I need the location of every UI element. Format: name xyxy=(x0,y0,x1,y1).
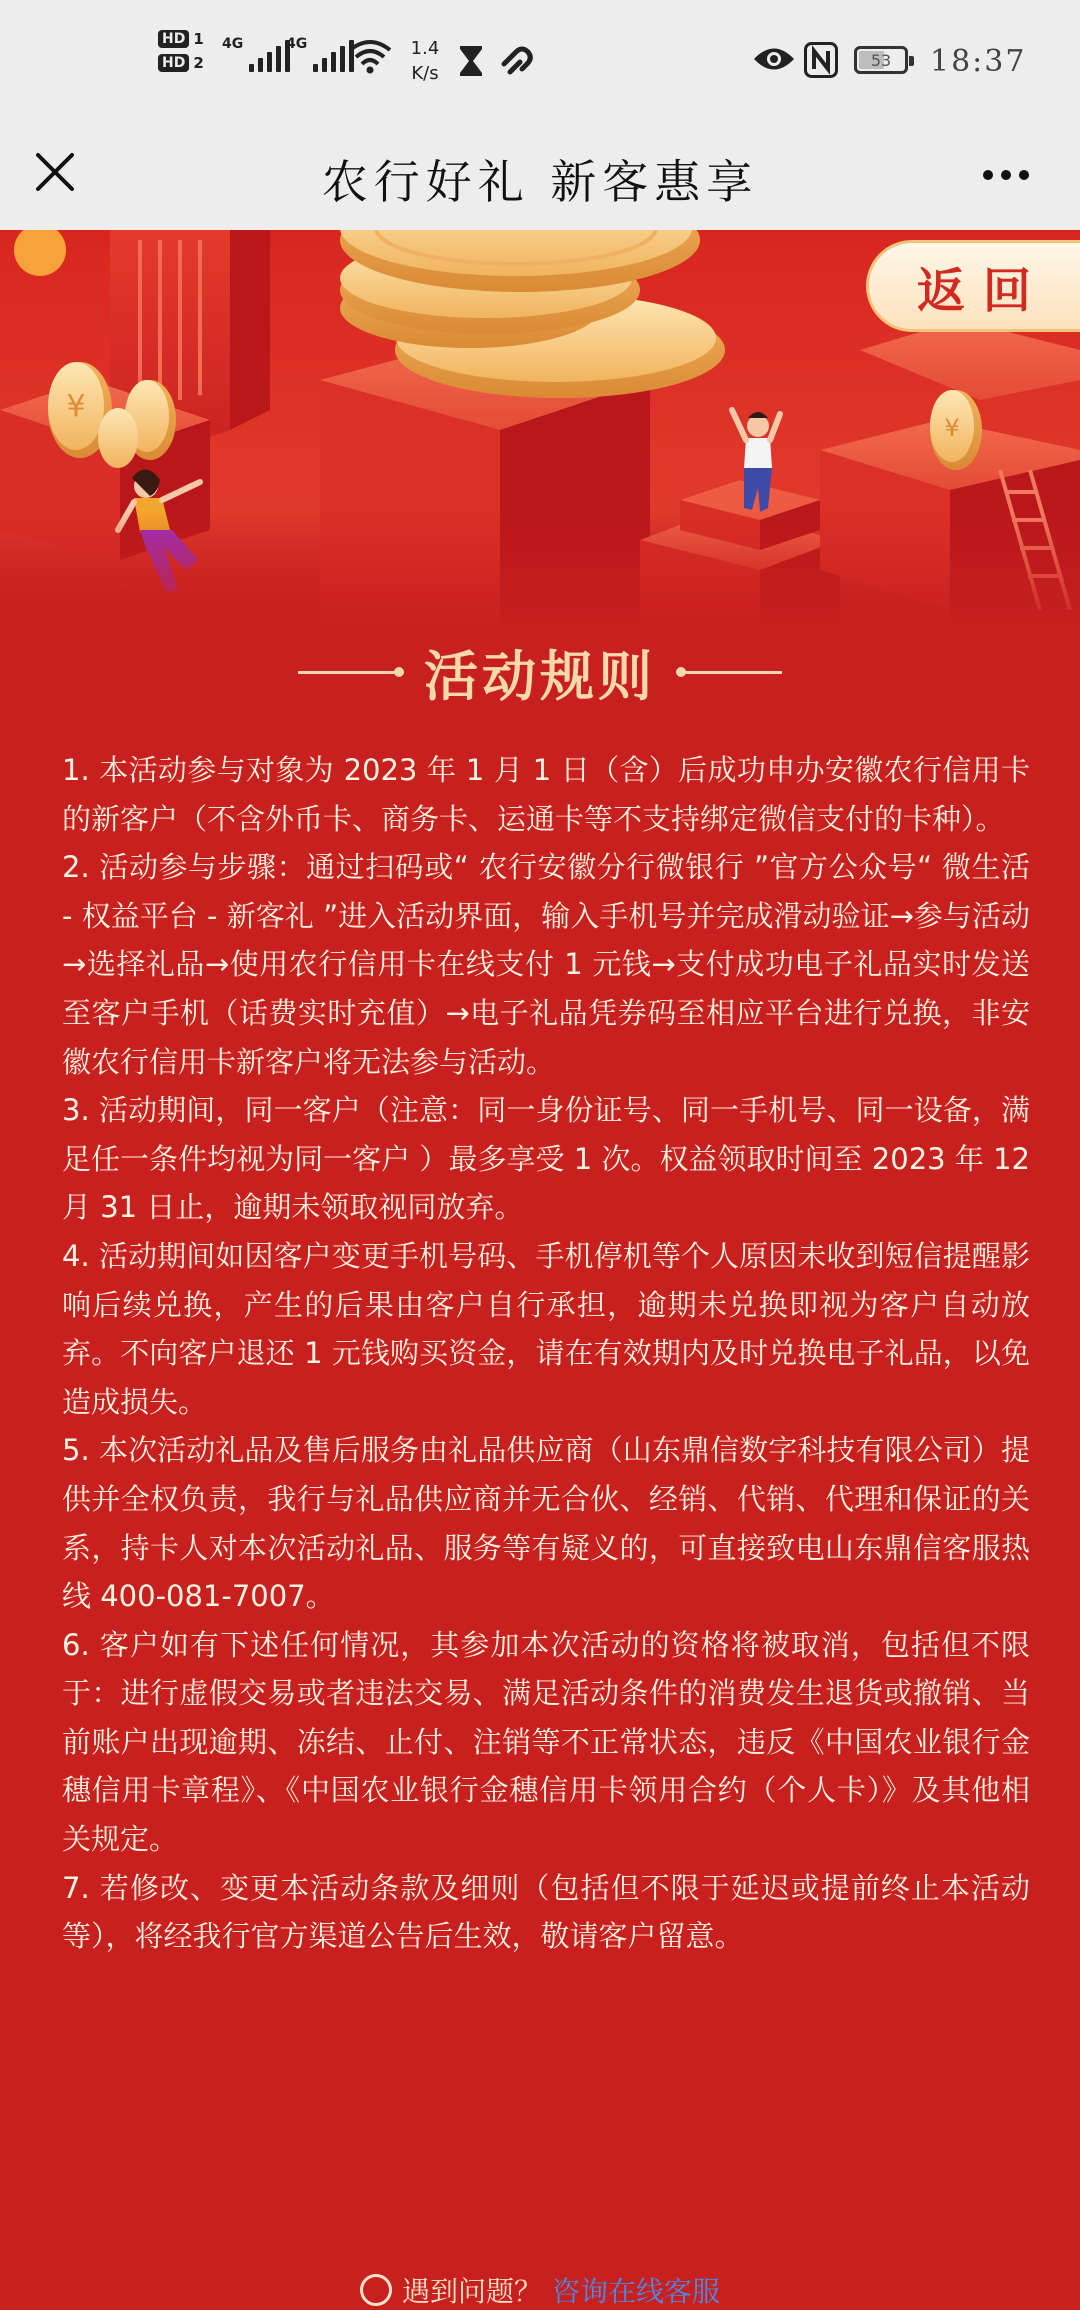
hero-banner xyxy=(0,230,1080,630)
rule-item: 5. 本次活动礼品及售后服务由礼品供应商（山东鼎信数字科技有限公司）提供并全权负责，我行与礼品供应商并无合伙、经销、代销、代理和保证的关系，持卡人对本次活动礼品、服务等有疑义的，可直接致电山东鼎信客服热线 400-081-7007。 xyxy=(62,1433,1030,1614)
back-button[interactable]: 返回 xyxy=(866,240,1080,332)
heading-divider-right xyxy=(682,671,782,674)
rule-item: 3. 活动期间，同一客户（注意：同一身份证号、同一手机号、同一设备，满足任一条件均视为同一客户 ）最多享受 1 次。权益领取时间至 2023 年 12 月 31 日止，逾期未领取视同放弃。 xyxy=(62,1093,1030,1225)
hourglass-icon xyxy=(458,44,484,78)
eye-comfort-icon xyxy=(752,44,796,74)
rule-item: 7. 若修改、变更本活动条款及细则（包括但不限于延迟或提前终止本活动等），将经我行官方渠道公告后生效，敬请客户留意。 xyxy=(62,1870,1030,1954)
battery-icon: 53 xyxy=(854,46,908,74)
close-icon xyxy=(34,151,76,193)
nfc-icon xyxy=(804,42,838,78)
signal-strength-2-icon: 4G xyxy=(286,40,354,72)
rules-title: 活动规则 xyxy=(424,644,656,708)
link-icon xyxy=(500,44,536,78)
nav-bar xyxy=(0,130,1080,230)
heading-divider-left xyxy=(298,671,398,674)
status-time: 18:37 xyxy=(930,44,1027,79)
rule-item: 4. 活动期间如因客户变更手机号码、手机停机等个人原因未收到短信提醒影响后续兑换，产生的后果由客户自行承担，逾期未兑换即视为客户自动放弃。不向客户退还 1 元钱购买资金，请在有效期内及时兑换电子礼品，以免造成损失。 xyxy=(62,1238,1030,1419)
more-dot-icon xyxy=(983,170,993,180)
more-dot-icon xyxy=(1001,170,1011,180)
network-speed: 1.4 K/s xyxy=(410,38,440,84)
rules-list xyxy=(62,746,1030,1961)
page-title: 农行好礼 新客惠享 xyxy=(321,155,759,209)
svg-text:¥: ¥ xyxy=(944,414,960,442)
online-service-link[interactable]: 咨询在线客服 xyxy=(552,2275,721,2308)
status-bar xyxy=(0,0,1080,130)
svg-text:¥: ¥ xyxy=(66,389,86,424)
rule-item: 2. 活动参与步骤：通过扫码或“ 农行安徽分行微银行 ”官方公众号“ 微生活 - 权益平台 - 新客礼 ”进入活动界面，输入手机号并完成滑动验证→参与活动→选择礼品→使用农行信用卡在线支付 1 元钱→支付成功电子礼品实时发送至客户手机（话费实时充值）→电子礼品凭券码至相应平台进行兑换，非安徽农行信用卡新客户将无法参与活动。 xyxy=(62,850,1030,1079)
customer-service-icon xyxy=(360,2274,392,2306)
close-button[interactable] xyxy=(30,142,80,202)
help-footer xyxy=(0,2270,1080,2310)
help-question: 遇到问题？ xyxy=(401,2275,542,2308)
hd2-indicator: HD 2 xyxy=(158,54,204,72)
rule-item: 6. 客户如有下述任何情况，其参加本次活动的资格将被取消，包括但不限于：进行虚假交易或者违法交易、满足活动条件的消费发生退货或撤销、当前账户出现逾期、冻结、止付、注销等不正常状态，违反《中国农业银行金穗信用卡章程》、《中国农业银行金穗信用卡领用合约（个人卡）》及其他相关规定。 xyxy=(62,1627,1030,1857)
hd-indicators xyxy=(158,30,204,72)
more-options-button[interactable] xyxy=(976,150,1036,200)
signal-strength-1-icon: 4G xyxy=(222,40,290,72)
more-dot-icon xyxy=(1019,170,1029,180)
wifi-icon xyxy=(348,38,392,74)
rule-item: 1. 本活动参与对象为 2023 年 1 月 1 日（含）后成功申办安徽农行信用卡的新客户（不含外币卡、商务卡、运通卡等不支持绑定微信支付的卡种）。 xyxy=(62,753,1030,836)
hd1-indicator: HD 1 xyxy=(158,30,204,48)
rules-heading xyxy=(0,632,1080,712)
